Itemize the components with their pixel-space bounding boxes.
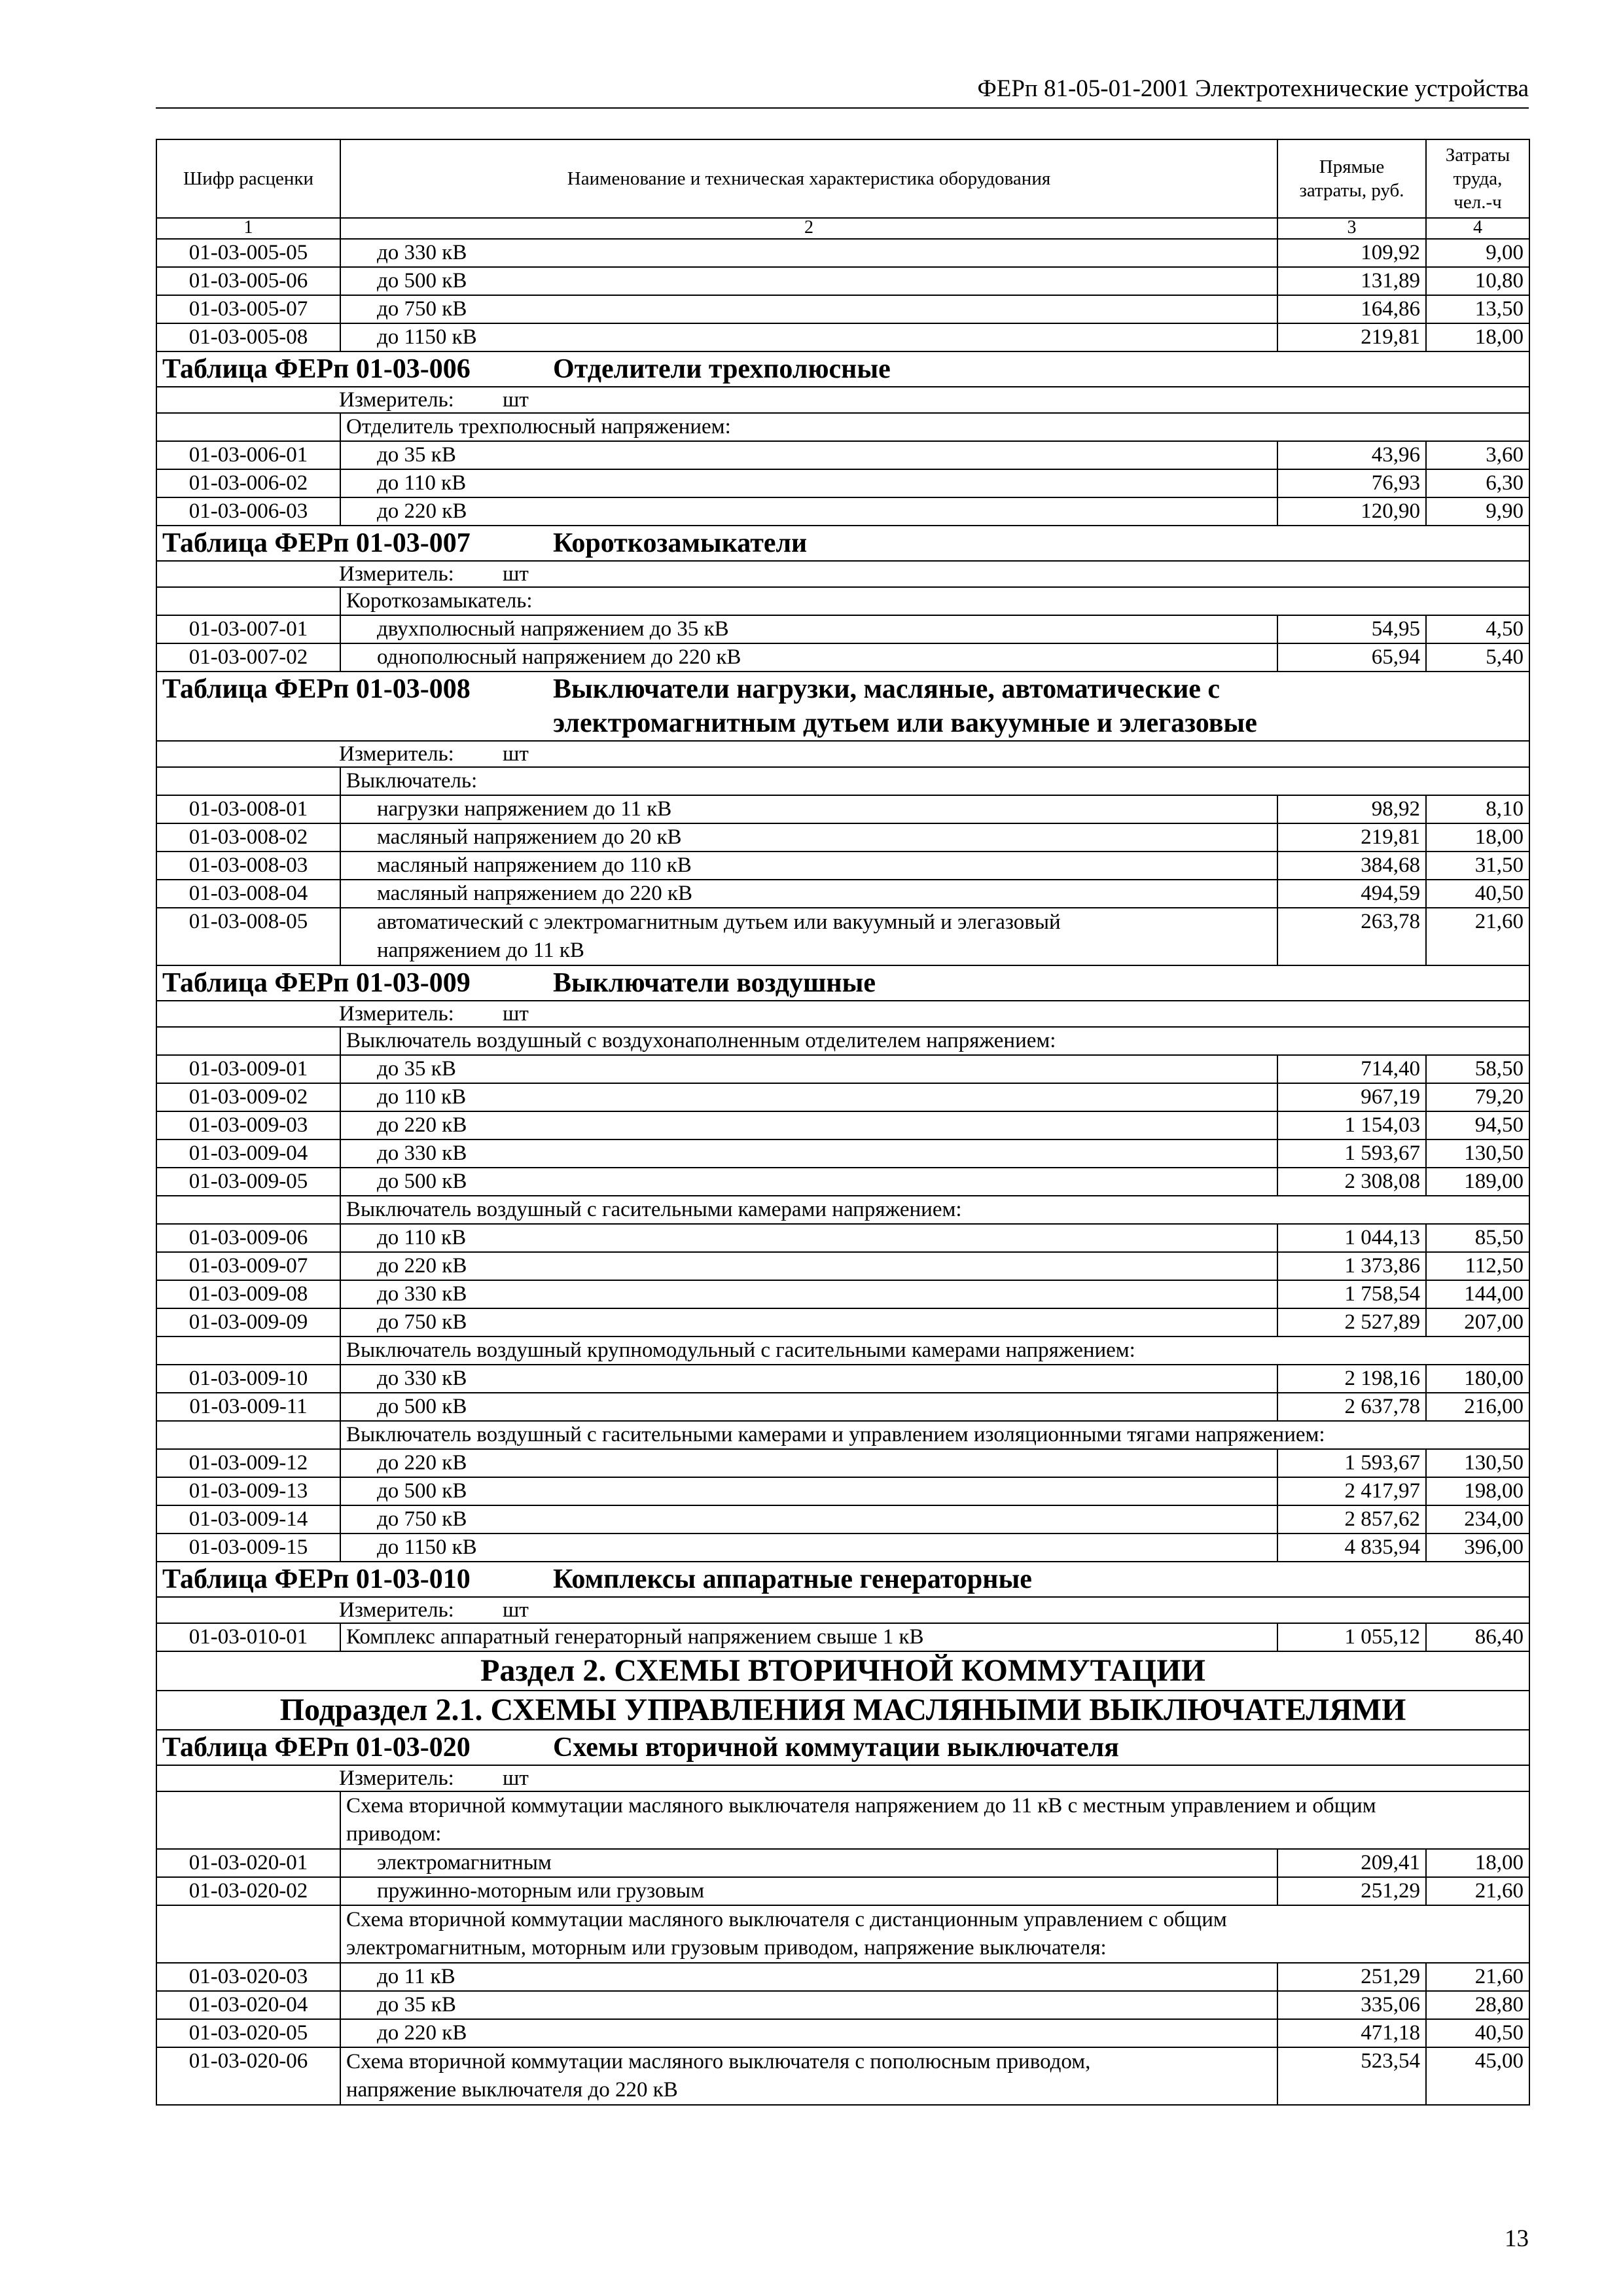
labor-cost: 13,50 bbox=[1426, 295, 1529, 323]
group-heading-row bbox=[156, 1791, 1529, 1849]
labor-cost: 58,50 bbox=[1426, 1055, 1529, 1083]
direct-cost: 98,92 bbox=[1277, 795, 1426, 823]
labor-cost: 18,00 bbox=[1426, 323, 1529, 351]
labor-cost: 45,00 bbox=[1426, 2047, 1529, 2105]
rate-code: 01-03-008-02 bbox=[156, 823, 340, 852]
labor-cost: 189,00 bbox=[1426, 1168, 1529, 1196]
labor-cost: 21,60 bbox=[1426, 908, 1529, 965]
item-name: электромагнитным bbox=[340, 1849, 1277, 1877]
empty-code-cell bbox=[156, 413, 340, 441]
col-number-2: 2 bbox=[340, 218, 1277, 239]
group-heading bbox=[340, 1905, 1529, 1963]
rate-code: 01-03-006-01 bbox=[156, 441, 340, 469]
rate-code: 01-03-009-15 bbox=[156, 1534, 340, 1562]
table-row bbox=[156, 267, 1529, 295]
rate-code: 01-03-007-01 bbox=[156, 615, 340, 643]
col-number-1: 1 bbox=[156, 218, 340, 239]
direct-cost: 4 835,94 bbox=[1277, 1534, 1426, 1562]
labor-cost: 180,00 bbox=[1426, 1365, 1529, 1393]
measure-label: Измеритель: bbox=[339, 388, 454, 412]
item-name: до 220 кВ bbox=[340, 1252, 1277, 1280]
table-row bbox=[156, 1877, 1529, 1905]
rate-code: 01-03-009-08 bbox=[156, 1280, 340, 1308]
table-number: Таблица ФЕРп 01-03-020 bbox=[162, 1732, 471, 1763]
table-row bbox=[156, 1280, 1529, 1308]
table-row bbox=[156, 2019, 1529, 2047]
item-name-line-1: автоматический с электромагнитным дутьем или вакуумный и элегазовый bbox=[377, 910, 1061, 934]
table-row bbox=[156, 1963, 1529, 1991]
item-name: до 110 кВ bbox=[340, 469, 1277, 497]
table-row bbox=[156, 1083, 1529, 1111]
labor-cost: 94,50 bbox=[1426, 1111, 1529, 1139]
rate-code: 01-03-009-14 bbox=[156, 1505, 340, 1534]
item-name: до 110 кВ bbox=[340, 1083, 1277, 1111]
table-title bbox=[156, 526, 1529, 561]
table-row bbox=[156, 469, 1529, 497]
rate-code: 01-03-007-02 bbox=[156, 643, 340, 672]
labor-cost: 18,00 bbox=[1426, 1849, 1529, 1877]
document-title: ФЕРп 81-05-01-2001 Электротехнические устройства bbox=[977, 75, 1529, 102]
direct-cost: 43,96 bbox=[1277, 441, 1426, 469]
table-row bbox=[156, 441, 1529, 469]
labor-cost: 8,10 bbox=[1426, 795, 1529, 823]
item-name: до 330 кВ bbox=[340, 1365, 1277, 1393]
group-heading-row bbox=[156, 1027, 1529, 1055]
group-heading-row bbox=[156, 1421, 1529, 1449]
group-heading-row bbox=[156, 587, 1529, 615]
rate-code: 01-03-020-02 bbox=[156, 1877, 340, 1905]
group-heading-row bbox=[156, 1905, 1529, 1963]
direct-cost: 1 055,12 bbox=[1277, 1623, 1426, 1651]
table-row bbox=[156, 497, 1529, 526]
col-header-labor: Затраты труда, чел.-ч bbox=[1426, 139, 1529, 218]
rate-code: 01-03-020-01 bbox=[156, 1849, 340, 1877]
table-row bbox=[156, 1991, 1529, 2019]
table-row bbox=[156, 615, 1529, 643]
direct-cost: 120,90 bbox=[1277, 497, 1426, 526]
item-name: до 330 кВ bbox=[340, 239, 1277, 267]
direct-cost: 76,93 bbox=[1277, 469, 1426, 497]
rate-code: 01-03-010-01 bbox=[156, 1623, 340, 1651]
group-heading-line-1: Отделитель трехполюсный напряжением: bbox=[346, 415, 731, 439]
direct-cost: 219,81 bbox=[1277, 823, 1426, 852]
direct-cost: 1 758,54 bbox=[1277, 1280, 1426, 1308]
labor-cost: 207,00 bbox=[1426, 1308, 1529, 1336]
page-number: 13 bbox=[1505, 2225, 1529, 2252]
rate-code: 01-03-008-04 bbox=[156, 880, 340, 908]
item-name: до 750 кВ bbox=[340, 1505, 1277, 1534]
column-number-row bbox=[156, 218, 1529, 239]
direct-cost: 164,86 bbox=[1277, 295, 1426, 323]
item-name: до 750 кВ bbox=[340, 295, 1277, 323]
group-heading-line-1: Схема вторичной коммутации масляного выключателя с дистанционным управлением с общим bbox=[346, 1908, 1227, 1931]
direct-cost: 714,40 bbox=[1277, 1055, 1426, 1083]
rate-code: 01-03-009-12 bbox=[156, 1449, 340, 1477]
direct-cost: 109,92 bbox=[1277, 239, 1426, 267]
table-row bbox=[156, 823, 1529, 852]
rate-code: 01-03-005-06 bbox=[156, 267, 340, 295]
table-title bbox=[156, 351, 1529, 387]
table-title-row bbox=[156, 1562, 1529, 1597]
table-title-row bbox=[156, 526, 1529, 561]
table-title-row bbox=[156, 351, 1529, 387]
rate-code: 01-03-009-10 bbox=[156, 1365, 340, 1393]
table-number: Таблица ФЕРп 01-03-008 bbox=[162, 674, 471, 704]
labor-cost: 144,00 bbox=[1426, 1280, 1529, 1308]
col-header-code: Шифр расценки bbox=[156, 139, 340, 218]
item-name: до 500 кВ bbox=[340, 1393, 1277, 1421]
direct-cost: 471,18 bbox=[1277, 2019, 1426, 2047]
labor-cost: 28,80 bbox=[1426, 1991, 1529, 2019]
item-name: масляный напряжением до 220 кВ bbox=[340, 880, 1277, 908]
group-heading bbox=[340, 1196, 1529, 1224]
direct-cost: 54,95 bbox=[1277, 615, 1426, 643]
measure-unit bbox=[156, 561, 1529, 587]
table-row bbox=[156, 852, 1529, 880]
rate-code: 01-03-005-07 bbox=[156, 295, 340, 323]
labor-cost: 9,00 bbox=[1426, 239, 1529, 267]
rate-code: 01-03-009-06 bbox=[156, 1224, 340, 1252]
table-row bbox=[156, 643, 1529, 672]
labor-cost: 130,50 bbox=[1426, 1139, 1529, 1168]
measure-unit bbox=[156, 387, 1529, 413]
group-heading-row bbox=[156, 413, 1529, 441]
direct-cost: 1 593,67 bbox=[1277, 1449, 1426, 1477]
direct-cost: 209,41 bbox=[1277, 1849, 1426, 1877]
measure-value: шт bbox=[503, 1002, 529, 1026]
labor-cost: 31,50 bbox=[1426, 852, 1529, 880]
table-row bbox=[156, 1505, 1529, 1534]
direct-cost: 1 154,03 bbox=[1277, 1111, 1426, 1139]
item-name: однополюсный напряжением до 220 кВ bbox=[340, 643, 1277, 672]
rate-code: 01-03-009-05 bbox=[156, 1168, 340, 1196]
rate-code: 01-03-009-11 bbox=[156, 1393, 340, 1421]
item-name bbox=[340, 908, 1277, 965]
group-heading-line-2: электромагнитным, моторным или грузовым приводом, напряжение выключателя: bbox=[346, 1936, 1107, 1960]
direct-cost: 219,81 bbox=[1277, 323, 1426, 351]
item-name: двухполюсный напряжением до 35 кВ bbox=[340, 615, 1277, 643]
table-title bbox=[156, 965, 1529, 1001]
rate-code: 01-03-005-08 bbox=[156, 323, 340, 351]
measure-label: Измеритель: bbox=[339, 1002, 454, 1026]
measure-unit-row bbox=[156, 387, 1529, 413]
item-name: до 35 кВ bbox=[340, 1991, 1277, 2019]
group-heading bbox=[340, 587, 1529, 615]
table-name: Выключатели нагрузки, масляные, автоматические с bbox=[553, 674, 1221, 704]
item-name-line-1: Схема вторичной коммутации масляного выключателя с пополюсным приводом, bbox=[346, 2050, 1091, 2073]
item-name: до 500 кВ bbox=[340, 1168, 1277, 1196]
rate-code: 01-03-006-03 bbox=[156, 497, 340, 526]
direct-cost: 335,06 bbox=[1277, 1991, 1426, 2019]
item-name: до 220 кВ bbox=[340, 2019, 1277, 2047]
item-name: до 110 кВ bbox=[340, 1224, 1277, 1252]
rate-code: 01-03-006-02 bbox=[156, 469, 340, 497]
item-name: до 330 кВ bbox=[340, 1139, 1277, 1168]
group-heading-line-1: Выключатель: bbox=[346, 769, 478, 793]
table-row bbox=[156, 880, 1529, 908]
item-name: до 220 кВ bbox=[340, 1449, 1277, 1477]
measure-unit-row bbox=[156, 1765, 1529, 1791]
group-heading bbox=[340, 1791, 1529, 1849]
labor-cost: 396,00 bbox=[1426, 1534, 1529, 1562]
table-number: Таблица ФЕРп 01-03-009 bbox=[162, 968, 471, 998]
table-number: Таблица ФЕРп 01-03-010 bbox=[162, 1564, 471, 1594]
direct-cost: 251,29 bbox=[1277, 1877, 1426, 1905]
group-heading-line-1: Выключатель воздушный с гасительными камерами напряжением: bbox=[346, 1198, 962, 1221]
table-row bbox=[156, 1139, 1529, 1168]
measure-unit-row bbox=[156, 741, 1529, 767]
section-heading-row bbox=[156, 1691, 1529, 1730]
table-row bbox=[156, 1449, 1529, 1477]
rate-code: 01-03-009-13 bbox=[156, 1477, 340, 1505]
table-number: Таблица ФЕРп 01-03-006 bbox=[162, 354, 471, 384]
item-name: до 11 кВ bbox=[340, 1963, 1277, 1991]
rate-code: 01-03-008-05 bbox=[156, 908, 340, 965]
rate-code: 01-03-020-06 bbox=[156, 2047, 340, 2105]
labor-cost: 5,40 bbox=[1426, 643, 1529, 672]
empty-code-cell bbox=[156, 1791, 340, 1849]
table-row bbox=[156, 795, 1529, 823]
group-heading-line-1: Выключатель воздушный с воздухонаполненным отделителем напряжением: bbox=[346, 1029, 1056, 1052]
group-heading bbox=[340, 413, 1529, 441]
direct-cost: 131,89 bbox=[1277, 267, 1426, 295]
table-row bbox=[156, 2047, 1529, 2105]
measure-unit bbox=[156, 741, 1529, 767]
measure-label: Измеритель: bbox=[339, 742, 454, 766]
rate-code: 01-03-009-04 bbox=[156, 1139, 340, 1168]
group-heading bbox=[340, 1421, 1529, 1449]
direct-cost: 384,68 bbox=[1277, 852, 1426, 880]
table-row bbox=[156, 1849, 1529, 1877]
item-name-line-2: напряжением до 11 кВ bbox=[377, 939, 584, 962]
price-table bbox=[156, 139, 1530, 2106]
table-name: Короткозамыкатели bbox=[553, 528, 808, 558]
direct-cost: 1 044,13 bbox=[1277, 1224, 1426, 1252]
measure-label: Измеритель: bbox=[339, 1598, 454, 1622]
direct-cost: 2 527,89 bbox=[1277, 1308, 1426, 1336]
item-name: до 35 кВ bbox=[340, 441, 1277, 469]
section-heading: Раздел 2. СХЕМЫ ВТОРИЧНОЙ КОММУТАЦИИ bbox=[156, 1651, 1529, 1691]
item-name: Комплекс аппаратный генераторный напряжением свыше 1 кВ bbox=[340, 1623, 1277, 1651]
labor-cost: 9,90 bbox=[1426, 497, 1529, 526]
item-name: до 1150 кВ bbox=[340, 323, 1277, 351]
measure-unit bbox=[156, 1597, 1529, 1623]
table-body bbox=[156, 239, 1529, 2105]
table-name-continued: электромагнитным дутьем или вакуумные и элегазовые bbox=[553, 708, 1257, 738]
table-row bbox=[156, 323, 1529, 351]
direct-cost: 2 637,78 bbox=[1277, 1393, 1426, 1421]
table-title-row bbox=[156, 1730, 1529, 1765]
table-row bbox=[156, 1308, 1529, 1336]
table-row bbox=[156, 1534, 1529, 1562]
measure-unit-row bbox=[156, 561, 1529, 587]
labor-cost: 40,50 bbox=[1426, 880, 1529, 908]
measure-value: шт bbox=[503, 1598, 529, 1622]
labor-cost: 40,50 bbox=[1426, 2019, 1529, 2047]
measure-label: Измеритель: bbox=[339, 562, 454, 586]
table-name: Комплексы аппаратные генераторные bbox=[553, 1564, 1032, 1594]
table-row bbox=[156, 1111, 1529, 1139]
direct-cost: 65,94 bbox=[1277, 643, 1426, 672]
item-name: до 500 кВ bbox=[340, 267, 1277, 295]
table-row bbox=[156, 1393, 1529, 1421]
rate-code: 01-03-009-09 bbox=[156, 1308, 340, 1336]
labor-cost: 21,60 bbox=[1426, 1963, 1529, 1991]
empty-code-cell bbox=[156, 1027, 340, 1055]
table-row bbox=[156, 239, 1529, 267]
direct-cost: 523,54 bbox=[1277, 2047, 1426, 2105]
table-name: Схемы вторичной коммутации выключателя bbox=[553, 1732, 1119, 1763]
empty-code-cell bbox=[156, 1905, 340, 1963]
measure-unit bbox=[156, 1001, 1529, 1027]
page-header bbox=[156, 73, 1529, 109]
col-header-name: Наименование и техническая характеристика оборудования bbox=[340, 139, 1277, 218]
labor-cost: 4,50 bbox=[1426, 615, 1529, 643]
rate-code: 01-03-020-05 bbox=[156, 2019, 340, 2047]
item-name bbox=[340, 2047, 1277, 2105]
table-row bbox=[156, 1365, 1529, 1393]
group-heading-line-2: приводом: bbox=[346, 1822, 442, 1846]
section-heading-row bbox=[156, 1651, 1529, 1691]
rate-code: 01-03-020-03 bbox=[156, 1963, 340, 1991]
group-heading-line-1: Выключатель воздушный с гасительными камерами и управлением изоляционными тягами напряжением: bbox=[346, 1423, 1325, 1446]
direct-cost: 494,59 bbox=[1277, 880, 1426, 908]
group-heading-row bbox=[156, 1336, 1529, 1365]
table-row bbox=[156, 908, 1529, 965]
table-row bbox=[156, 295, 1529, 323]
item-name-line-2: напряжение выключателя до 220 кВ bbox=[346, 2078, 678, 2102]
table-header-row bbox=[156, 139, 1529, 218]
item-name: до 750 кВ bbox=[340, 1308, 1277, 1336]
rate-code: 01-03-020-04 bbox=[156, 1991, 340, 2019]
table-name: Отделители трехполюсные bbox=[553, 354, 891, 384]
rate-code: 01-03-009-01 bbox=[156, 1055, 340, 1083]
col-header-direct-costs: Прямые затраты, руб. bbox=[1277, 139, 1426, 218]
direct-cost: 2 198,16 bbox=[1277, 1365, 1426, 1393]
group-heading-row bbox=[156, 767, 1529, 795]
labor-cost: 21,60 bbox=[1426, 1877, 1529, 1905]
group-heading-line-1: Схема вторичной коммутации масляного выключателя напряжением до 11 кВ с местным управлением и общим bbox=[346, 1794, 1376, 1818]
empty-code-cell bbox=[156, 1336, 340, 1365]
table-row bbox=[156, 1623, 1529, 1651]
direct-cost: 2 857,62 bbox=[1277, 1505, 1426, 1534]
item-name: до 330 кВ bbox=[340, 1280, 1277, 1308]
labor-cost: 3,60 bbox=[1426, 441, 1529, 469]
empty-code-cell bbox=[156, 767, 340, 795]
item-name: масляный напряжением до 110 кВ bbox=[340, 852, 1277, 880]
item-name: до 500 кВ bbox=[340, 1477, 1277, 1505]
rate-code: 01-03-008-03 bbox=[156, 852, 340, 880]
direct-cost: 1 593,67 bbox=[1277, 1139, 1426, 1168]
group-heading bbox=[340, 1336, 1529, 1365]
rate-code: 01-03-009-02 bbox=[156, 1083, 340, 1111]
direct-cost: 2 308,08 bbox=[1277, 1168, 1426, 1196]
col-number-3: 3 bbox=[1277, 218, 1426, 239]
item-name: масляный напряжением до 20 кВ bbox=[340, 823, 1277, 852]
table-title bbox=[156, 1562, 1529, 1597]
group-heading-line-1: Выключатель воздушный крупномодульный с гасительными камерами напряжением: bbox=[346, 1338, 1135, 1362]
table-row bbox=[156, 1055, 1529, 1083]
table-row bbox=[156, 1168, 1529, 1196]
labor-cost: 198,00 bbox=[1426, 1477, 1529, 1505]
item-name: нагрузки напряжением до 11 кВ bbox=[340, 795, 1277, 823]
labor-cost: 79,20 bbox=[1426, 1083, 1529, 1111]
measure-value: шт bbox=[503, 742, 529, 766]
labor-cost: 86,40 bbox=[1426, 1623, 1529, 1651]
group-heading bbox=[340, 1027, 1529, 1055]
empty-code-cell bbox=[156, 1196, 340, 1224]
item-name: до 220 кВ bbox=[340, 1111, 1277, 1139]
price-table-container bbox=[156, 139, 1529, 2106]
table-number: Таблица ФЕРп 01-03-007 bbox=[162, 528, 471, 558]
group-heading bbox=[340, 767, 1529, 795]
section-heading: Подраздел 2.1. СХЕМЫ УПРАВЛЕНИЯ МАСЛЯНЫМИ ВЫКЛЮЧАТЕЛЯМИ bbox=[156, 1691, 1529, 1730]
labor-cost: 85,50 bbox=[1426, 1224, 1529, 1252]
group-heading-row bbox=[156, 1196, 1529, 1224]
measure-unit-row bbox=[156, 1597, 1529, 1623]
measure-unit-row bbox=[156, 1001, 1529, 1027]
rate-code: 01-03-008-01 bbox=[156, 795, 340, 823]
rate-code: 01-03-009-03 bbox=[156, 1111, 340, 1139]
measure-value: шт bbox=[503, 388, 529, 412]
rate-code: 01-03-009-07 bbox=[156, 1252, 340, 1280]
direct-cost: 2 417,97 bbox=[1277, 1477, 1426, 1505]
direct-cost: 967,19 bbox=[1277, 1083, 1426, 1111]
labor-cost: 130,50 bbox=[1426, 1449, 1529, 1477]
table-title-row bbox=[156, 965, 1529, 1001]
empty-code-cell bbox=[156, 587, 340, 615]
table-row bbox=[156, 1252, 1529, 1280]
measure-value: шт bbox=[503, 562, 529, 586]
labor-cost: 112,50 bbox=[1426, 1252, 1529, 1280]
item-name: до 1150 кВ bbox=[340, 1534, 1277, 1562]
table-row bbox=[156, 1477, 1529, 1505]
table-name: Выключатели воздушные bbox=[553, 968, 876, 998]
rate-code: 01-03-005-05 bbox=[156, 239, 340, 267]
direct-cost: 263,78 bbox=[1277, 908, 1426, 965]
item-name: пружинно-моторным или грузовым bbox=[340, 1877, 1277, 1905]
table-title bbox=[156, 1730, 1529, 1765]
labor-cost: 234,00 bbox=[1426, 1505, 1529, 1534]
measure-unit bbox=[156, 1765, 1529, 1791]
direct-cost: 251,29 bbox=[1277, 1963, 1426, 1991]
measure-label: Измеритель: bbox=[339, 1767, 454, 1790]
direct-cost: 1 373,86 bbox=[1277, 1252, 1426, 1280]
item-name: до 35 кВ bbox=[340, 1055, 1277, 1083]
table-row bbox=[156, 1224, 1529, 1252]
measure-value: шт bbox=[503, 1767, 529, 1790]
col-number-4: 4 bbox=[1426, 218, 1529, 239]
labor-cost: 6,30 bbox=[1426, 469, 1529, 497]
empty-code-cell bbox=[156, 1421, 340, 1449]
group-heading-line-1: Короткозамыкатель: bbox=[346, 589, 533, 613]
table-title bbox=[156, 672, 1529, 741]
table-title-row bbox=[156, 672, 1529, 741]
item-name: до 220 кВ bbox=[340, 497, 1277, 526]
labor-cost: 216,00 bbox=[1426, 1393, 1529, 1421]
labor-cost: 18,00 bbox=[1426, 823, 1529, 852]
labor-cost: 10,80 bbox=[1426, 267, 1529, 295]
